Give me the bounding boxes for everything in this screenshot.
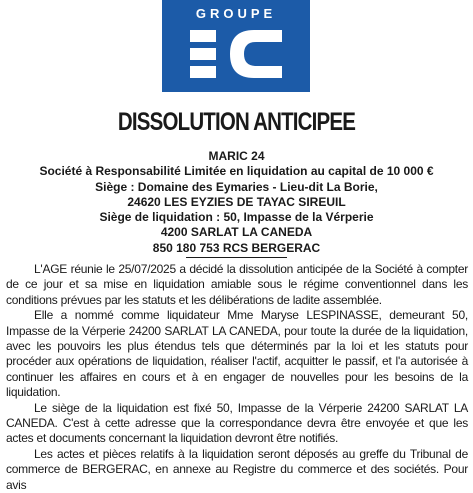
notice-title: DISSOLUTION ANTICIPEE <box>117 108 356 136</box>
registered-office-line2: 24620 LES EYZIES DE TAYAC SIREUIL <box>127 194 346 209</box>
rcs-number: 850 180 753 RCS BERGERAC <box>152 240 321 255</box>
notice-body <box>6 262 468 493</box>
logo-mark-icon <box>162 26 310 92</box>
divider <box>186 257 287 258</box>
paragraph: Les actes et pièces relatifs à la liquidation seront déposés au greffe du Tribunal de commerce de BERGERAC, en annexe au Registre du commerce et des sociétés. Pour avis <box>6 446 468 492</box>
liquidation-office-line2: 4200 SARLAT LA CANEDA <box>160 225 313 240</box>
groupe-logo <box>162 0 310 92</box>
company-form-capital: Société à Responsabilité Limitée en liquidation au capital de 10 000 € <box>39 164 434 179</box>
registered-office-line1: Siège : Domaine des Eymaries - Lieu-dit La Borie, <box>95 179 378 194</box>
paragraph: L'AGE réunie le 25/07/2025 a décidé la dissolution anticipée de la Société à compter de ce jour et sa mise en liquidation amiable sous le régime conventionnel dans les conditions prévues par les statuts et les délibérations de ladite assemblée. <box>6 262 468 307</box>
paragraph: Elle a nommé comme liquidateur Mme Maryse LESPINASSE, demeurant 50, Impasse de la Vérperie 24200 SARLAT LA CANEDA, pour toute la durée de la liquidation, avec les pouvoirs les plus étendus tels que déterminés par la loi et les statuts pour procéder aux opérations de liquidation, réaliser l'actif, acquitter le passif, et l'a autorisée à continuer les affaires en cours et à en engager de nouvelles pour les besoins de la liquidation. <box>6 308 468 400</box>
logo-text: GROUPE <box>195 6 277 21</box>
company-header <box>0 149 473 256</box>
paragraph: Le siège de la liquidation est fixé 50, Impasse de la Vérperie 24200 SARLAT LA CANEDA. C'est à cette adresse que la correspondance devra être envoyée et que les actes et documents concernant la liquidation devront être notifiés. <box>6 400 468 446</box>
liquidation-office-line1: Siège de liquidation : 50, Impasse de la Vérperie <box>99 210 374 225</box>
company-name: MARIC 24 <box>208 149 265 163</box>
